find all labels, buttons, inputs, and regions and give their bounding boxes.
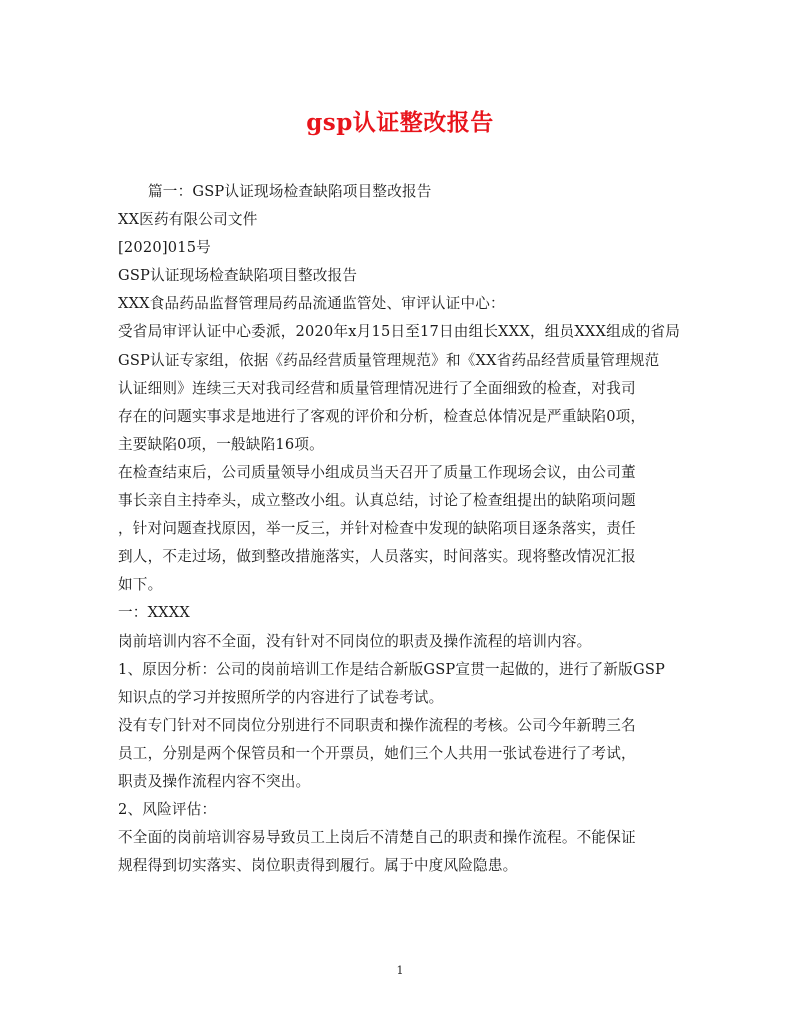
text-line: 事长亲自主持牵头，成立整改小组。认真总结，讨论了检查组提出的缺陷项问题: [118, 492, 636, 510]
text-line: 规程得到切实落实、岗位职责得到履行。属于中度风险隐患。: [118, 857, 518, 875]
text-line: 如下。: [118, 576, 163, 594]
document-title: gsp认证整改报告: [306, 109, 494, 136]
text-line: 一：XXXX: [118, 604, 190, 622]
text-line: 认证细则》连续三天对我司经营和质量管理情况进行了全面细致的检查，对我司: [118, 379, 636, 397]
text-line: 不全面的岗前培训容易导致员工上岗后不清楚自己的职责和操作流程。不能保证: [118, 829, 636, 847]
text-line: GSP认证现场检查缺陷项目整改报告: [118, 267, 358, 285]
page-number: 1: [396, 964, 404, 977]
text-line: XX医药有限公司文件: [118, 211, 258, 229]
text-line: 主要缺陷0项，一般缺陷16项。: [118, 435, 324, 453]
text-line: [2020]015号: [118, 239, 211, 257]
text-line: 知识点的学习并按照所学的内容进行了试卷考试。: [118, 688, 444, 706]
text-line: 2、风险评估：: [118, 801, 217, 819]
document-body: [118, 178, 683, 880]
text-line: 到人，不走过场，做到整改措施落实，人员落实，时间落实。现将整改情况汇报: [118, 548, 636, 566]
text-line: GSP认证专家组，依据《药品经营质量管理规范》和《XX省药品经营质量管理规范: [118, 351, 660, 369]
text-line: 存在的问题实事求是地进行了客观的评价和分析，检查总体情况是严重缺陷0项，: [118, 407, 646, 425]
text-line: 没有专门针对不同岗位分别进行不同职责和操作流程的考核。公司今年新聘三名: [118, 716, 636, 734]
text-line: 员工，分别是两个保管员和一个开票员，她们三个人共用一张试卷进行了考试，: [118, 744, 636, 762]
text-line: 职责及操作流程内容不突出。: [118, 772, 311, 790]
text-line: 1、原因分析：公司的岗前培训工作是结合新版GSP宣贯一起做的，进行了新版GSP: [118, 660, 666, 678]
text-line: XXX食品药品监督管理局药品流通监管处、审评认证中心：: [118, 295, 505, 313]
text-line: 篇一：GSP认证现场检查缺陷项目整改报告: [148, 183, 432, 200]
text-line: ，针对问题查找原因，举一反三，并针对检查中发现的缺陷项目逐条落实，责任: [118, 520, 636, 538]
text-line: 受省局审评认证中心委派，2020年x月15日至17日由组长XXX，组员XXX组成的省局: [118, 323, 681, 341]
text-line: 岗前培训内容不全面，没有针对不同岗位的职责及操作流程的培训内容。: [118, 632, 592, 650]
text-line: 在检查结束后，公司质量领导小组成员当天召开了质量工作现场会议，由公司董: [118, 463, 636, 481]
